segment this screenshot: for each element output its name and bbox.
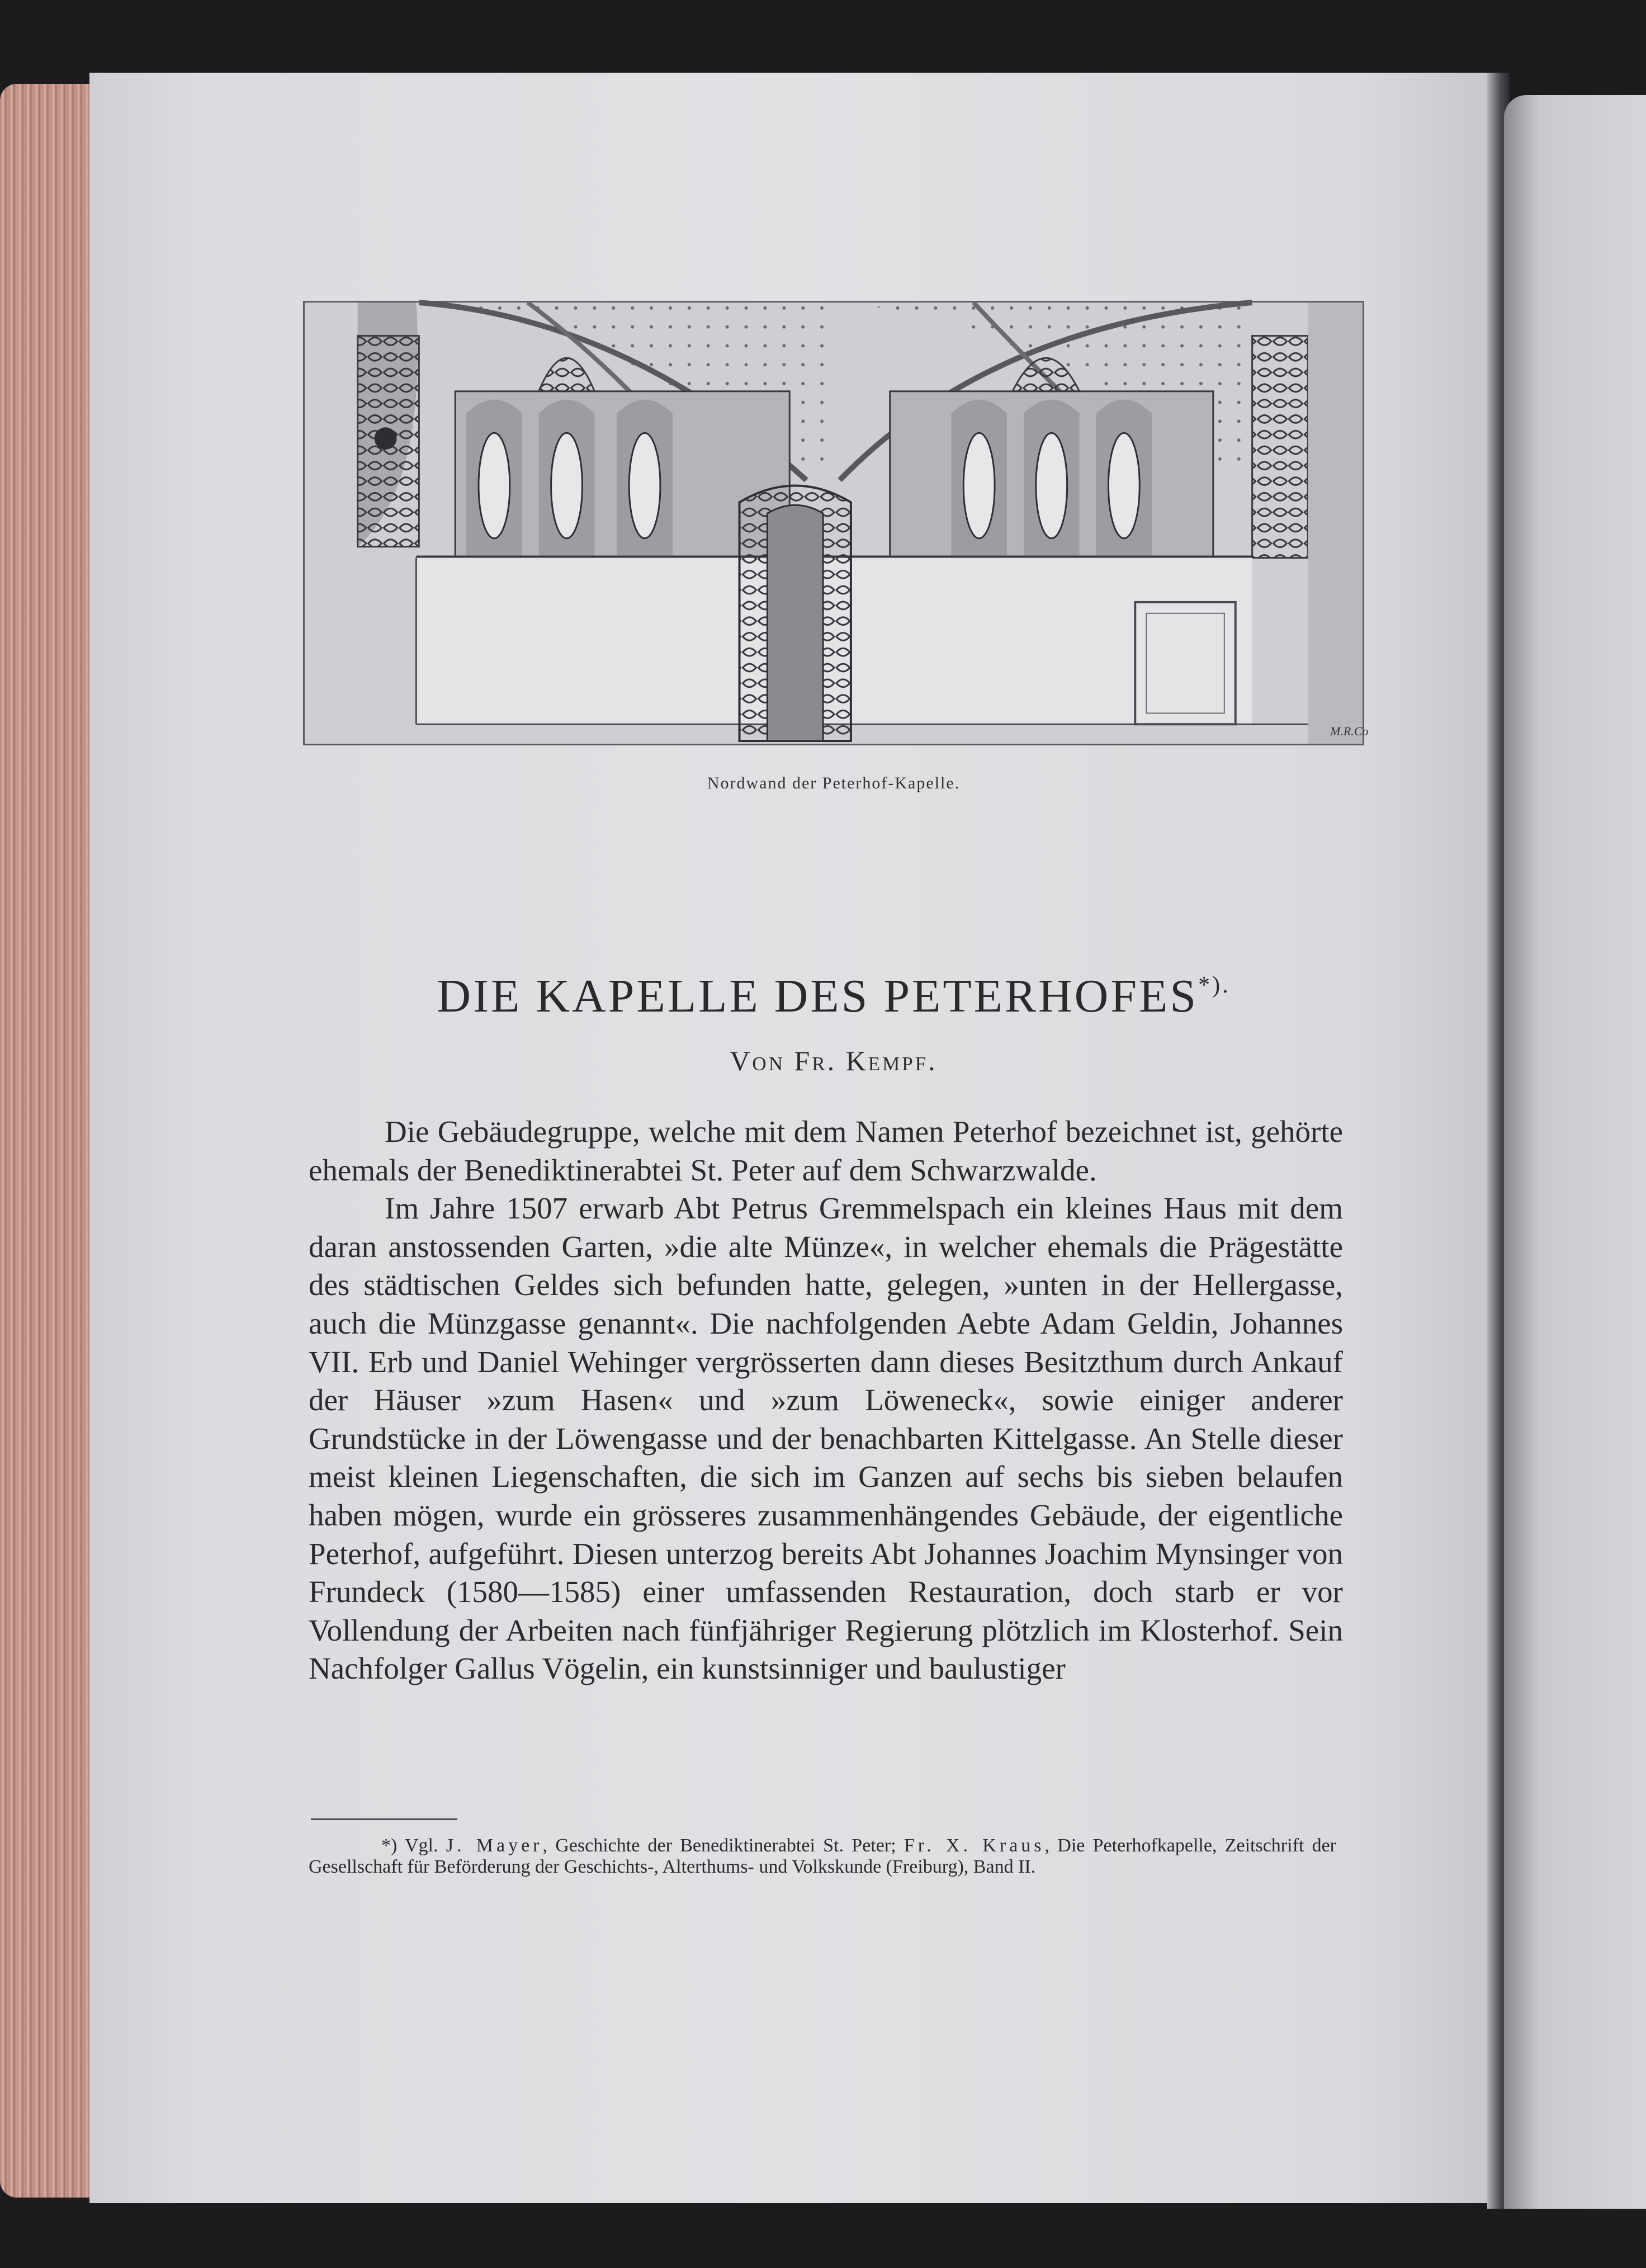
footnote (309, 1835, 1336, 1878)
footnote-author: Fr. X. Kraus (904, 1835, 1045, 1856)
figure-caption: Nordwand der Peterhof-Kapelle. (707, 774, 961, 792)
title-text: DIE KAPELLE DES PETERHOFES (437, 970, 1199, 1022)
article-title (303, 970, 1364, 1022)
book-page-edges (0, 84, 89, 2198)
footnote-text: , Geschichte der Benediktinerabtei St. Peter; (542, 1835, 896, 1856)
footnote-rule (311, 1818, 457, 1820)
paragraph: Im Jahre 1507 erwarb Abt Petrus Gremmelspach ein kleines Haus mit dem daran anstossenden Garten, »die alte Münze«, in welcher ehemals die Prägestätte des städtischen Geldes sich befunden hatte, gelegen, »unten in der Hellergasse, auch die Münzgasse genannt«. Die nachfolgenden Aebte Adam Geldin, Johannes VII. Erb und Daniel Wehinger vergrösserten dann dieses Besitzthum durch Ankauf der Häuser »zum Hasen« und »zum Löweneck«, sowie einiger anderer Grundstücke in der Löwengasse und der benachbarten Kittelgasse. An Stelle dieser meist kleinen Liegenschaften, die sich im Ganzen auf sechs bis sieben belaufen haben mögen, wurde ein grösseres zusammenhängendes Gebäude, der eigentliche Peterhof, aufgeführt. Diesen unterzog bereits Abt Johannes Joachim Mynsinger von Frundeck (1580—1585) einer umfassenden Restauration, doch starb er vor Vollendung der Arbeiten nach fünfjähriger Regierung plötzlich im Klosterhof. Sein Nachfolger Gallus Vögelin, ein kunstsinniger und baulustiger (309, 1191, 1343, 1686)
article-author: Von Fr. Kempf. (730, 1045, 938, 1076)
footnote-author: J. Mayer (446, 1835, 543, 1856)
illustration-signature: M.R.Co (1330, 725, 1369, 739)
paragraph: Die Gebäudegruppe, welche mit dem Namen Peterhof bezeichnet ist, gehörte ehemals der Benediktinerabtei St. Peter auf dem Schwarzwalde. (309, 1114, 1343, 1187)
footnote-text: , Die Peterhofkapelle, Zeitschrift der Gesellschaft für Beförderung der Geschichts-, Alterthums- und Volkskunde (Freiburg), Band II. (309, 1835, 1337, 1877)
footnote-marker: *) Vgl. (381, 1835, 438, 1856)
title-footnote-marker: *). (1198, 972, 1231, 998)
facing-page-edge (1504, 95, 1646, 2209)
chapel-north-wall-illustration (303, 301, 1369, 745)
article-body (309, 1113, 1343, 1688)
